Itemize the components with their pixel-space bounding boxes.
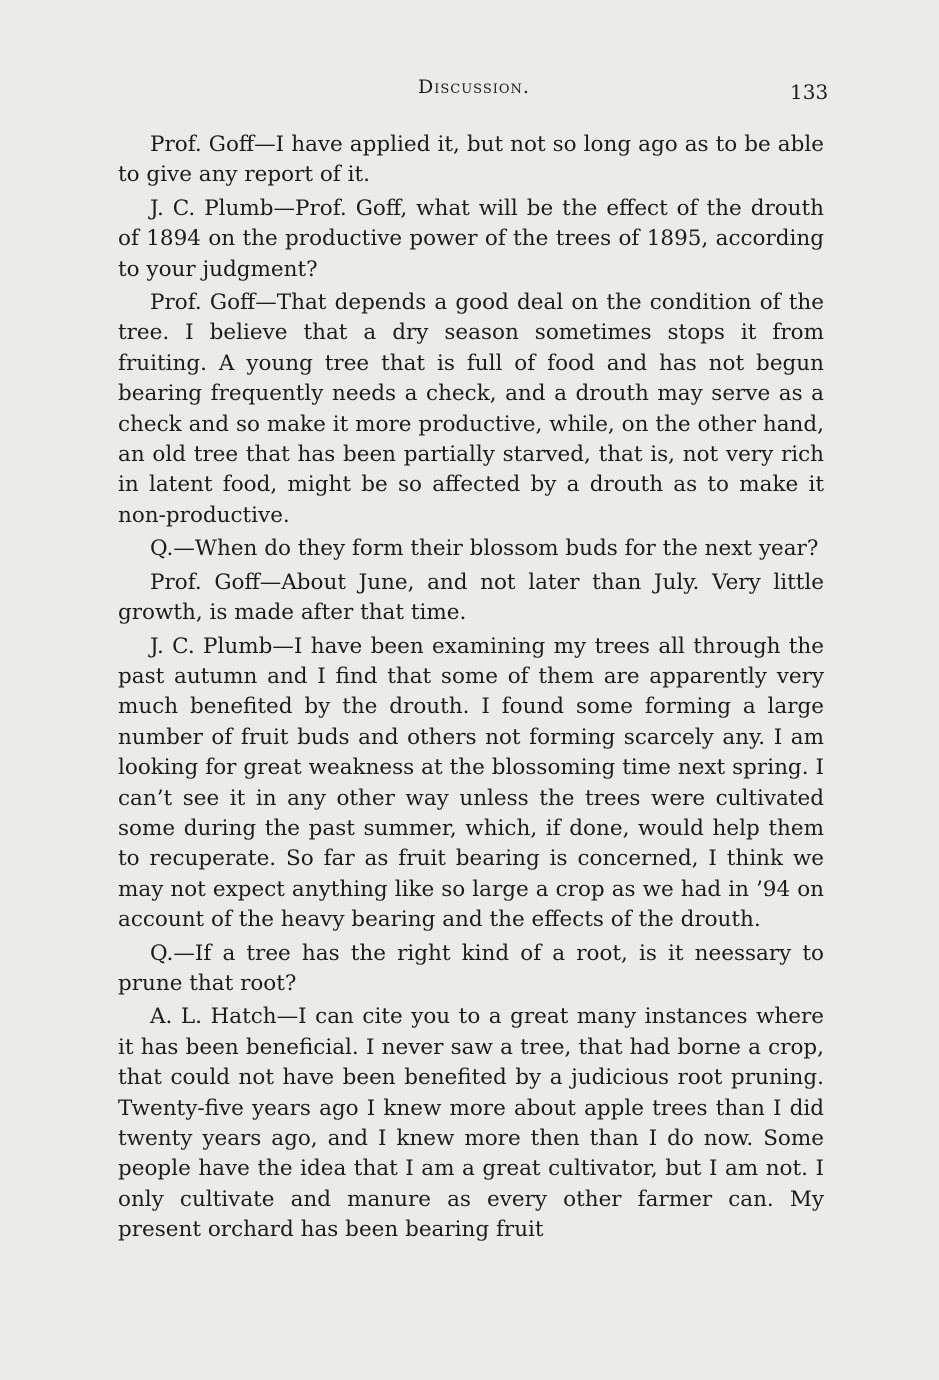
paragraph-text: —I can cite you to a great many instances where it has been beneficial. I never saw a tree, that had borne a crop, that could not have been benefited by a judicious root pruning. Twenty-five years ago I knew more about apple trees than I did twenty years ago, and I knew more then than I do now. Some people have the idea that I am a great cultivator, but I am not. I only cultivate and manure as every other farmer can. My present orchard has been bearing fruit [118, 1004, 824, 1243]
paragraph-text: —I have been examining my trees all through the past autumn and I find that some of them are apparently very much benefited by the drouth. I found some forming a large number of fruit buds and others not forming scarcely any. I am looking for great weakness at the blossoming time next spring. I can’t see it in any other way unless the trees were cultivated some during the past summer, which, if done, would help them to recuperate. So far as fruit bearing is concerned, I think we may not expect anything like so large a crop as we had in ’94 on account of the heavy bearing and the effects of the drouth. [118, 633, 825, 933]
paragraph-text: —If a tree has the right kind of a root, is it neessary to prune that root? [118, 940, 824, 996]
paragraph [118, 194, 824, 285]
speaker-name: Q. [150, 536, 174, 562]
paragraph-text: —Prof. Goff, what will be the effect of the drouth of 1894 on the productive power of the trees of 1895, according to your judgment? [118, 195, 825, 282]
paragraph-text: —I have applied it, but not so long ago as to be able to give any report of it. [118, 132, 824, 188]
speaker-name: Prof. Goff [150, 132, 255, 157]
paragraph [118, 1002, 824, 1245]
speaker-name: Q. [150, 940, 174, 966]
page-number: 133 [790, 80, 829, 104]
paragraph [118, 130, 824, 191]
paragraph [118, 288, 824, 531]
paragraph [118, 568, 824, 629]
speaker-name: Prof. Goff [150, 290, 256, 316]
speaker-name: A. L. Hatch [150, 1004, 277, 1030]
speaker-name: J. C. Plumb [150, 633, 273, 659]
speaker-name: Prof. Goff [150, 569, 260, 595]
paragraph [118, 939, 824, 1000]
page-body [118, 130, 824, 1249]
paragraph [118, 632, 824, 936]
paragraph-text: —About June, and not later than July. Very little growth, is made after that time. [118, 569, 824, 626]
speaker-name: J. C. Plumb [150, 195, 274, 221]
paragraph [118, 534, 824, 564]
running-head: Discussion. [418, 76, 530, 98]
paragraph-text: —That depends a good deal on the condition of the tree. I believe that a dry season sometimes stops it from fruiting. A young tree that is full of food and has not begun bearing frequently needs a check, and a drouth may serve as a check and so make it more productive, while, on the other hand, an old tree that has been partially starved, that is, not very rich in latent food, might be so affected by a drouth as to make it non-productive. [118, 290, 824, 528]
paragraph-text: —When do they form their blossom buds for the next year? [173, 536, 819, 562]
